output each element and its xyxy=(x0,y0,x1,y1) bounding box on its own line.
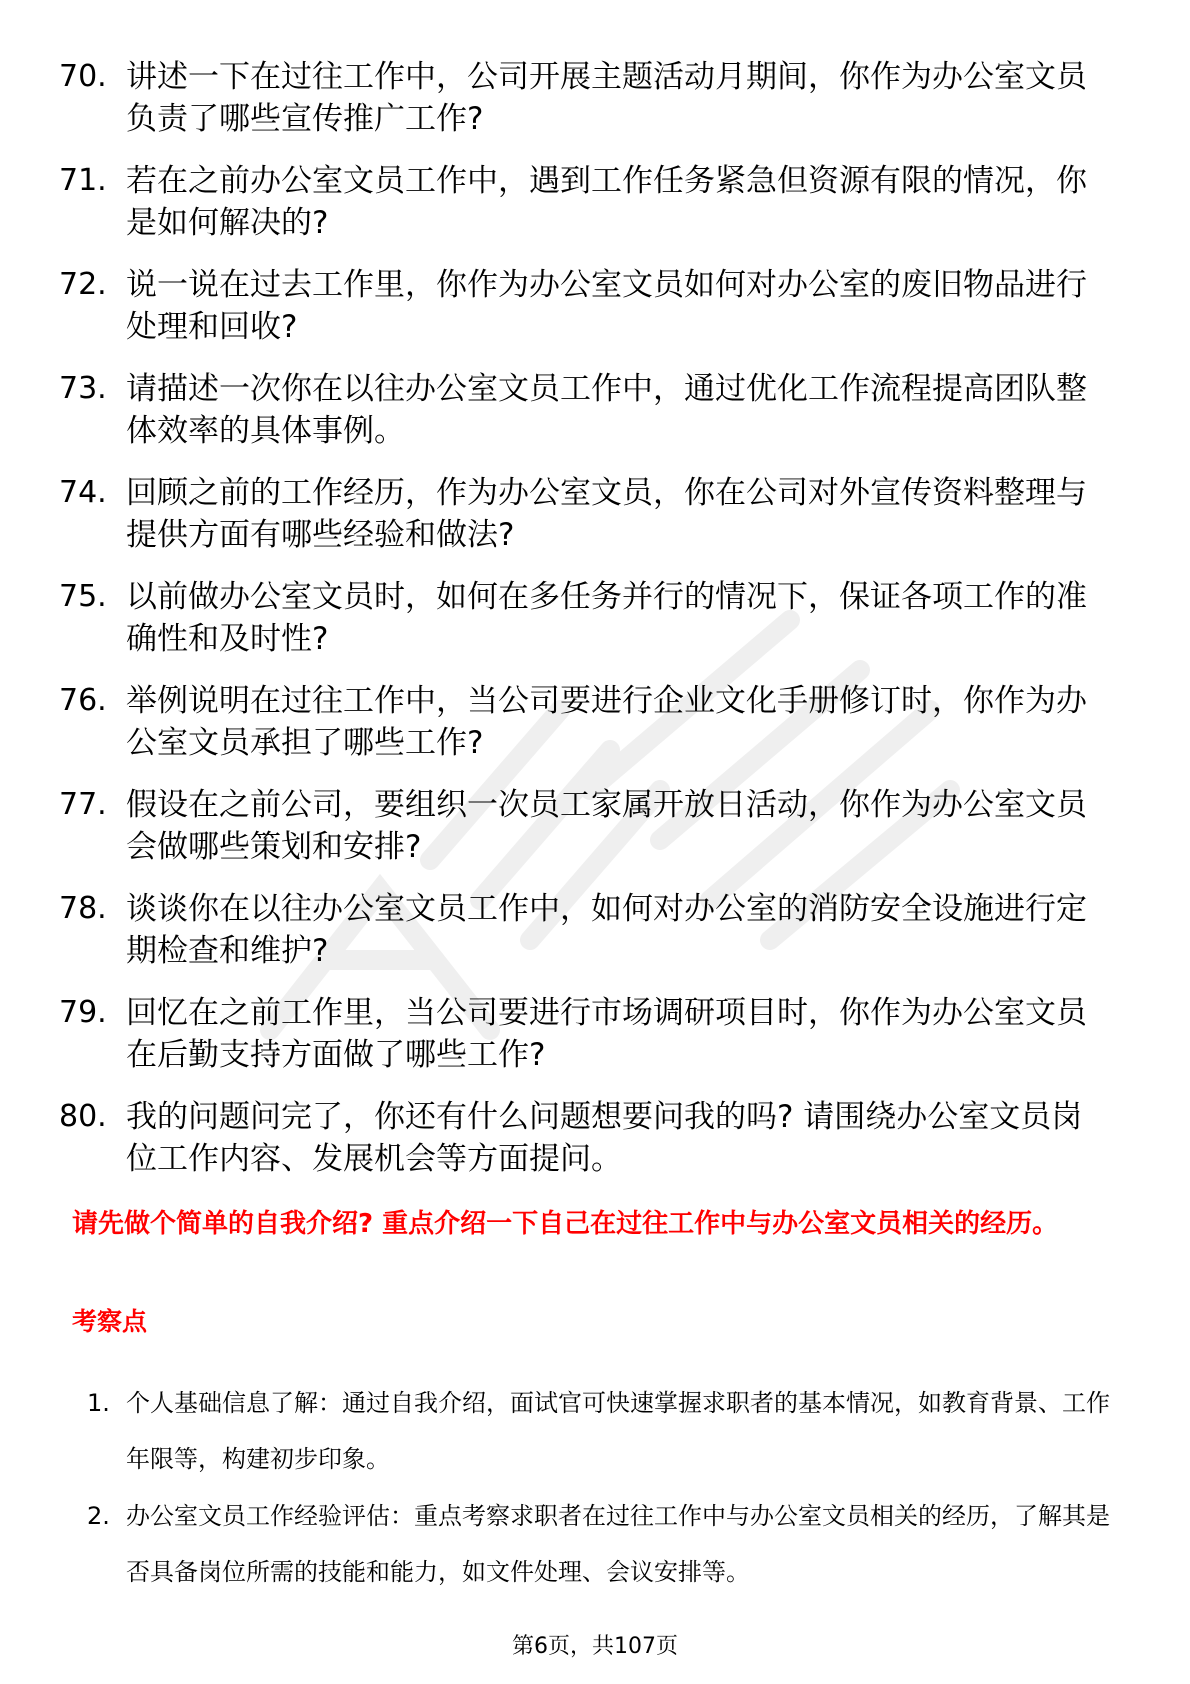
question-item xyxy=(0,258,1190,362)
question-text: 回顾之前的工作经历，作为办公室文员，你在公司对外宣传资料整理与提供方面有哪些经验和做法? xyxy=(126,475,1087,553)
point-text: 个人基础信息了解：通过自我介绍，面试官可快速掌握求职者的基本情况，如教育背景、工作年限等，构建初步印象。 xyxy=(126,1389,1110,1473)
question-number: 76. xyxy=(59,683,107,718)
question-number: 72. xyxy=(59,267,107,302)
question-list xyxy=(0,50,1190,1194)
section-title: 请先做个简单的自我介绍? 重点介绍一下自己在过往工作中与办公室文员相关的经历。 xyxy=(72,1209,1059,1239)
question-item xyxy=(0,778,1190,882)
question-number: 74. xyxy=(59,475,107,510)
question-text: 举例说明在过往工作中，当公司要进行企业文化手册修订时，你作为办公室文员承担了哪些工作? xyxy=(126,683,1087,761)
question-text: 说一说在过去工作里，你作为办公室文员如何对办公室的废旧物品进行处理和回收? xyxy=(126,267,1087,345)
question-item xyxy=(0,882,1190,986)
question-number: 71. xyxy=(59,163,107,198)
question-item xyxy=(0,466,1190,570)
point-number: 1. xyxy=(87,1389,110,1417)
question-item xyxy=(0,1090,1190,1194)
question-number: 78. xyxy=(59,891,107,926)
question-text: 谈谈你在以往办公室文员工作中，如何对办公室的消防安全设施进行定期检查和维护? xyxy=(126,891,1087,969)
question-item xyxy=(0,986,1190,1090)
assessment-point xyxy=(0,1375,1190,1488)
question-number: 79. xyxy=(59,995,107,1030)
question-number: 80. xyxy=(59,1099,107,1134)
point-number: 2. xyxy=(87,1502,110,1530)
assessment-point xyxy=(0,1488,1190,1601)
question-number: 70. xyxy=(59,59,107,94)
section-subtitle: 考察点 xyxy=(72,1307,148,1336)
assessment-point-list xyxy=(0,1375,1190,1601)
question-item xyxy=(0,50,1190,154)
question-item xyxy=(0,674,1190,778)
question-item xyxy=(0,154,1190,258)
question-text: 讲述一下在过往工作中，公司开展主题活动月期间，你作为办公室文员负责了哪些宣传推广工作? xyxy=(126,59,1087,137)
question-text: 请描述一次你在以往办公室文员工作中，通过优化工作流程提高团队整体效率的具体事例。 xyxy=(126,371,1087,449)
question-number: 75. xyxy=(59,579,107,614)
page-footer: 第6页，共107页 xyxy=(512,1634,678,1659)
question-number: 73. xyxy=(59,371,107,406)
question-text: 若在之前办公室文员工作中，遇到工作任务紧急但资源有限的情况，你是如何解决的? xyxy=(126,163,1087,241)
question-text: 我的问题问完了，你还有什么问题想要问我的吗? 请围绕办公室文员岗位工作内容、发展机会等方面提问。 xyxy=(126,1099,1083,1177)
question-text: 假设在之前公司，要组织一次员工家属开放日活动，你作为办公室文员会做哪些策划和安排? xyxy=(126,787,1087,865)
question-number: 77. xyxy=(59,787,107,822)
question-text: 以前做办公室文员时，如何在多任务并行的情况下，保证各项工作的准确性和及时性? xyxy=(126,579,1087,657)
point-text: 办公室文员工作经验评估：重点考察求职者在过往工作中与办公室文员相关的经历，了解其是否具备岗位所需的技能和能力，如文件处理、会议安排等。 xyxy=(126,1502,1110,1586)
question-item xyxy=(0,362,1190,466)
question-text: 回忆在之前工作里，当公司要进行市场调研项目时，你作为办公室文员在后勤支持方面做了哪些工作? xyxy=(126,995,1087,1073)
question-item xyxy=(0,570,1190,674)
